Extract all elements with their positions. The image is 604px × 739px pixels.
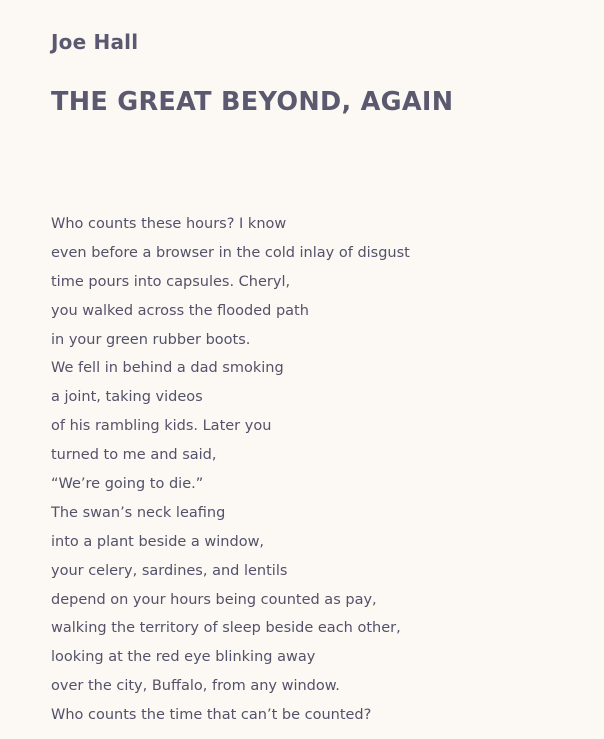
poem-line: of his rambling kids. Later you — [51, 418, 272, 435]
poem-line: a joint, taking videos — [51, 389, 203, 406]
poem-line: Who counts these hours? I know — [51, 216, 287, 232]
poem-line: in your green rubber boots. — [51, 331, 251, 348]
poem-line: you walked across the flooded path — [51, 302, 309, 319]
poem-line: Who counts the time that can’t be counted? — [51, 707, 372, 724]
poem-line: looking at the red eye blinking away — [51, 649, 316, 666]
poem-title: THE GREAT BEYOND, AGAIN — [51, 87, 454, 117]
poem-line: even before a browser in the cold inlay of disgust — [51, 244, 410, 261]
poem-line: over the city, Buffalo, from any window. — [51, 678, 340, 695]
poem-line: We fell in behind a dad smoking — [51, 360, 284, 377]
poem-line: your celery, sardines, and lentils — [51, 562, 288, 579]
poem-line: The swan’s neck leafing — [51, 504, 226, 521]
poem-body — [51, 210, 410, 730]
author-name: Joe Hall — [51, 30, 139, 54]
poem-line: “We’re going to die.” — [51, 476, 204, 493]
poem-line: into a plant beside a window, — [51, 533, 265, 550]
poem-line: turned to me and said, — [51, 447, 217, 464]
poem-line: depend on your hours being counted as pay, — [51, 591, 377, 608]
poem-line: walking the territory of sleep beside each other, — [51, 620, 401, 637]
poem-line: time pours into capsules. Cheryl, — [51, 273, 291, 290]
